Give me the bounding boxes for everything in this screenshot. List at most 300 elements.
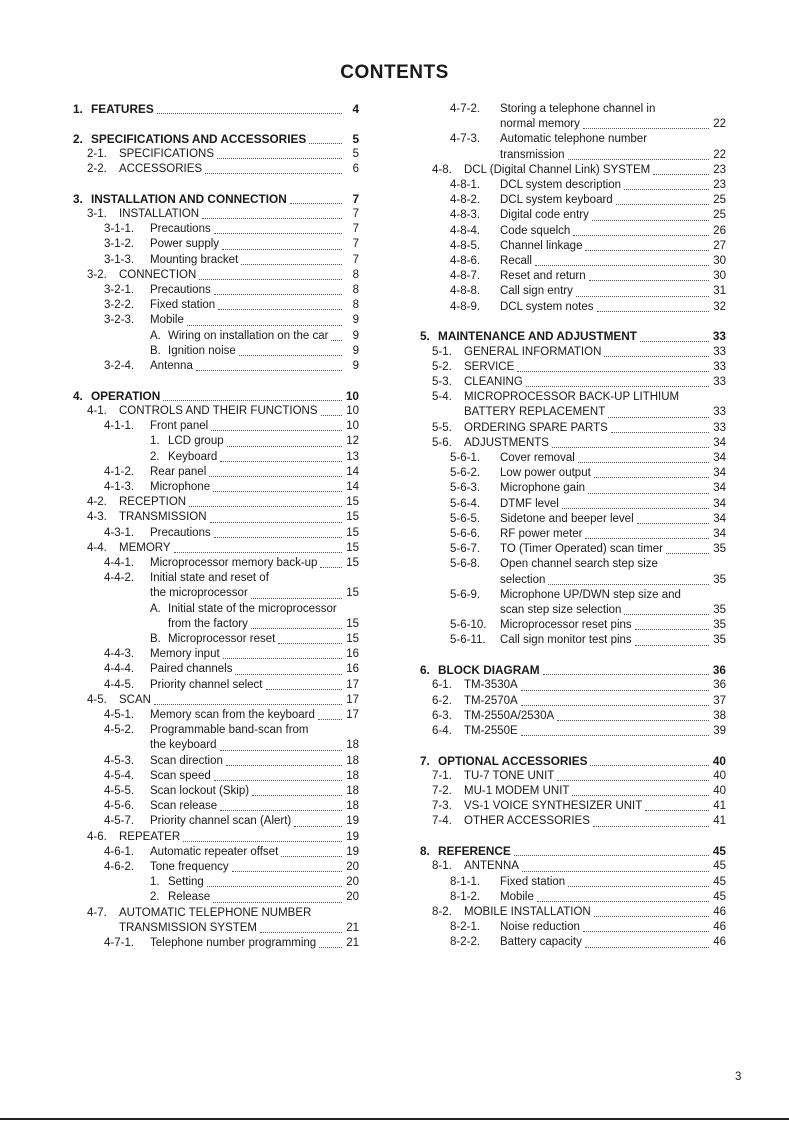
toc-entry-number: 4-8-3.	[450, 209, 481, 222]
toc-entry-page: 18	[346, 739, 359, 752]
toc-entry-page: 18	[346, 785, 359, 798]
toc-entry	[420, 239, 726, 254]
dot-leader	[653, 170, 709, 175]
toc-entry-title: Keyboard	[168, 450, 218, 463]
toc-entry-page: 33	[713, 406, 726, 419]
dot-leader	[640, 337, 709, 342]
dot-leader	[223, 654, 342, 659]
toc-entry-title: REFERENCE	[438, 844, 511, 859]
dot-leader	[220, 746, 343, 751]
dot-leader	[568, 155, 709, 160]
toc-entry-page: 33	[712, 329, 726, 344]
dot-leader	[241, 260, 342, 265]
toc-entry	[73, 647, 359, 662]
toc-entry	[420, 329, 726, 344]
toc-entry-page: 40	[712, 753, 726, 768]
toc-entry-title: Rear panel	[150, 465, 207, 478]
dot-leader	[217, 154, 342, 159]
dot-leader	[183, 837, 342, 842]
toc-entry-page: 14	[346, 480, 359, 493]
toc-entry	[73, 510, 359, 525]
toc-entry-title: Microprocessor reset	[168, 633, 276, 645]
dot-leader	[210, 518, 342, 523]
dot-leader	[521, 701, 709, 706]
toc-entry-number: 4-6.	[87, 830, 107, 843]
toc-entry-title: OTHER ACCESSORIES	[464, 815, 590, 828]
dot-leader	[209, 472, 342, 477]
toc-entry-title: MU-1 MODEM UNIT	[464, 785, 570, 798]
toc-entry-title: REPEATER	[119, 830, 181, 843]
toc-entry-number: 5-3.	[432, 375, 452, 388]
toc-entry	[420, 875, 726, 890]
toc-entry-number: 4-5.	[87, 693, 107, 706]
toc-entry-page: 26	[713, 224, 726, 237]
dot-leader	[235, 670, 342, 675]
toc-entry-page: 46	[713, 936, 726, 949]
toc-entry-number: 8-2.	[432, 905, 452, 918]
toc-entry	[73, 480, 359, 495]
toc-entry-page: 9	[352, 314, 359, 327]
toc-entry	[73, 419, 359, 434]
toc-entry-title: MICROPROCESSOR BACK-UP LITHIUM	[464, 391, 680, 404]
toc-entry	[420, 254, 726, 269]
toc-entry	[73, 434, 359, 449]
toc-entry	[420, 814, 726, 829]
toc-entry	[73, 693, 359, 708]
dot-leader	[588, 489, 709, 494]
toc-entry	[420, 633, 726, 648]
toc-entry-page: 15	[346, 556, 359, 569]
toc-entry-title: TM-2550A/2530A	[464, 709, 555, 722]
toc-entry-title: Storing a telephone channel in	[500, 103, 656, 115]
dot-leader	[252, 791, 342, 796]
toc-entry-title: Scan release	[150, 800, 218, 813]
dot-leader	[239, 351, 342, 356]
toc-entry-title: Antenna	[150, 360, 193, 373]
toc-entry-title: Ignition noise	[168, 344, 236, 357]
toc-entry-number: 4-1-3.	[104, 480, 135, 493]
toc-entry	[73, 192, 359, 207]
toc-entry	[73, 890, 359, 905]
toc-entry-title: Front panel	[150, 420, 209, 433]
toc-entry-title: DCL system description	[500, 179, 622, 192]
toc-entry	[420, 784, 726, 799]
dot-leader	[635, 641, 709, 646]
toc-entry-page: 17	[346, 678, 359, 691]
toc-entry-title: FEATURES	[91, 102, 154, 116]
toc-entry-number: 4-4-1.	[104, 556, 135, 569]
dot-leader	[205, 169, 342, 174]
dot-leader	[666, 549, 709, 554]
toc-entry	[73, 860, 359, 875]
toc-entry-page: 34	[713, 436, 726, 449]
toc-entry-number: 7-2.	[432, 785, 452, 798]
dot-leader	[594, 473, 709, 478]
toc-entry-page: 23	[713, 163, 726, 176]
toc-entry-page: 15	[346, 526, 359, 539]
toc-entry-page: 37	[713, 694, 726, 707]
toc-entry-number: 5-4.	[432, 391, 452, 404]
toc-entry-page: 10	[345, 388, 359, 403]
toc-entry-title: VS-1 VOICE SYNTHESIZER UNIT	[464, 800, 643, 813]
toc-entry	[420, 300, 726, 315]
toc-entry-title: Mounting bracket	[150, 253, 239, 266]
toc-entry	[420, 754, 726, 769]
toc-entry-number: 3-2.	[87, 268, 107, 281]
toc-entry	[73, 738, 359, 753]
toc-entry-title: the microprocessor	[150, 587, 248, 600]
toc-entry-page: 7	[352, 238, 359, 251]
toc-entry	[420, 678, 726, 693]
toc-entry-title: Channel linkage	[500, 239, 583, 252]
toc-entry	[73, 283, 359, 298]
toc-entry-title: Microphone gain	[500, 482, 586, 495]
toc-entry-title: MAINTENANCE AND ADJUSTMENT	[438, 329, 638, 344]
toc-entry-page: 6	[352, 163, 359, 176]
toc-entry-title: Sidetone and beeper level	[500, 512, 634, 525]
toc-entry	[73, 830, 359, 845]
toc-entry	[73, 814, 359, 829]
toc-entry	[73, 102, 359, 117]
toc-entry-number: 7.	[420, 753, 430, 768]
toc-entry-number: A.	[150, 329, 161, 342]
dot-leader	[552, 443, 709, 448]
toc-entry-title: ORDERING SPARE PARTS	[464, 421, 608, 434]
toc-entry	[420, 269, 726, 284]
toc-entry-title: Wiring on installation on the car	[168, 329, 329, 342]
toc-entry-page: 35	[713, 543, 726, 556]
toc-entry-number: 4-5-2.	[104, 724, 135, 737]
toc-entry-number: 3-2-3.	[104, 314, 135, 327]
toc-entry	[420, 451, 726, 466]
toc-entry-page: 45	[712, 844, 726, 859]
toc-entry-page: 34	[713, 527, 726, 540]
toc-entry-title: Priority channel select	[150, 678, 263, 691]
toc-entry-page: 34	[713, 482, 726, 495]
toc-entry-title: MOBILE INSTALLATION	[464, 905, 591, 918]
dot-leader	[220, 457, 342, 462]
dot-leader	[189, 502, 342, 507]
toc-entry	[420, 920, 726, 935]
toc-entry	[73, 222, 359, 237]
toc-entry-title: Scan speed	[150, 769, 211, 782]
toc-entry	[420, 148, 726, 163]
toc-entry	[73, 708, 359, 723]
dot-leader	[260, 928, 342, 933]
dot-leader	[543, 670, 709, 675]
toc-entry-title: Initial state and reset of	[150, 572, 269, 585]
toc-entry-page: 32	[713, 300, 726, 313]
toc-entry-page: 18	[346, 769, 359, 782]
toc-entry-number: 4-7-3.	[450, 133, 481, 146]
dot-leader	[535, 261, 709, 266]
toc-entry-page: 16	[346, 648, 359, 661]
toc-entry-number: 3-1-2.	[104, 238, 135, 251]
toc-entry	[73, 602, 359, 617]
toc-entry-page: 30	[713, 255, 726, 268]
toc-entry-number: B.	[150, 344, 161, 357]
dot-leader	[319, 943, 342, 948]
toc-entry	[420, 375, 726, 390]
dot-leader	[199, 275, 342, 280]
toc-entry-page: 34	[713, 451, 726, 464]
toc-entry-title: Tone frequency	[150, 861, 229, 874]
toc-entry	[73, 237, 359, 252]
toc-entry-title: selection	[500, 573, 546, 586]
toc-entry-number: 4-6-2.	[104, 861, 135, 874]
toc-entry-number: 5-2.	[432, 360, 452, 373]
page-title: CONTENTS	[340, 62, 449, 83]
toc-entry	[420, 345, 726, 360]
toc-entry-title: MEMORY	[119, 541, 171, 554]
toc-entry-page: 5	[352, 147, 359, 160]
toc-entry-title: DCL (Digital Channel Link) SYSTEM	[464, 163, 651, 176]
dot-leader	[163, 396, 342, 401]
dot-leader	[562, 504, 709, 509]
toc-entry-page: 33	[713, 421, 726, 434]
toc-entry	[73, 571, 359, 586]
toc-entry-number: 4-8-1.	[450, 179, 481, 192]
toc-entry-page: 15	[346, 633, 359, 645]
toc-entry-title: Fixed station	[150, 299, 216, 312]
toc-entry-page: 34	[713, 467, 726, 480]
toc-entry-page: 4	[352, 102, 359, 116]
toc-entry-title: Code squelch	[500, 224, 571, 237]
toc-entry-number: 4-8-9.	[450, 300, 481, 313]
toc-entry-page: 46	[713, 921, 726, 934]
toc-entry-title: Microprocessor reset pins	[500, 619, 632, 632]
toc-entry	[420, 890, 726, 905]
toc-entry-title: AUTOMATIC TELEPHONE NUMBER	[119, 906, 312, 919]
toc-entry-number: 4-1-2.	[104, 465, 135, 478]
toc-entry-title: Recall	[500, 255, 532, 268]
toc-entry-number: 5-5.	[432, 421, 452, 434]
toc-left-column	[73, 102, 359, 951]
dot-leader	[232, 867, 342, 872]
toc-entry-page: 13	[346, 450, 359, 463]
toc-entry-page: 15	[346, 496, 359, 509]
toc-entry	[420, 799, 726, 814]
toc-entry-title: Programmable band-scan from	[150, 724, 309, 737]
toc-entry-number: 5-6-5.	[450, 512, 481, 525]
dot-leader	[290, 199, 342, 204]
toc-entry	[420, 102, 726, 117]
toc-entry	[73, 313, 359, 328]
toc-entry-title: normal memory	[500, 118, 580, 131]
toc-entry-number: 8-2-2.	[450, 936, 481, 949]
toc-entry	[420, 859, 726, 874]
toc-entry-title: Noise reduction	[500, 921, 580, 934]
toc-entry-title: INSTALLATION AND CONNECTION	[91, 191, 287, 206]
toc-entry	[73, 298, 359, 313]
toc-entry	[420, 178, 726, 193]
toc-entry-number: 2-1.	[87, 147, 107, 160]
dot-leader	[202, 214, 342, 219]
dot-leader	[585, 246, 709, 251]
toc-entry-page: 9	[352, 360, 359, 373]
toc-entry	[420, 284, 726, 299]
toc-entry-number: 3-1.	[87, 208, 107, 221]
toc-entry-page: 5	[352, 131, 359, 146]
toc-entry-page: 9	[352, 329, 359, 342]
dot-leader	[590, 761, 709, 766]
dot-leader	[583, 124, 709, 129]
dot-leader	[294, 822, 342, 827]
toc-entry-number: 6-3.	[432, 709, 452, 722]
toc-entry	[420, 390, 726, 405]
toc-entry-page: 15	[346, 541, 359, 554]
toc-entry	[420, 542, 726, 557]
toc-entry-number: 4-8-2.	[450, 194, 481, 207]
dot-leader	[214, 533, 342, 538]
toc-entry-number: 4-8.	[432, 163, 452, 176]
toc-entry-page: 7	[352, 191, 359, 206]
toc-entry-title: Precautions	[150, 284, 211, 297]
toc-entry-number: 5-6-3.	[450, 482, 481, 495]
toc-entry-page: 30	[713, 270, 726, 283]
dot-leader	[251, 624, 342, 629]
toc-entry-page: 21	[346, 921, 359, 934]
toc-entry-number: 4-4.	[87, 541, 107, 554]
toc-entry	[420, 163, 726, 178]
toc-entry	[73, 389, 359, 404]
toc-entry-title: Initial state of the microprocessor	[168, 602, 337, 615]
toc-entry-title: Mobile	[150, 314, 184, 327]
toc-entry-number: 7-4.	[432, 815, 452, 828]
toc-entry	[73, 526, 359, 541]
toc-entry-number: 4-8-5.	[450, 239, 481, 252]
toc-entry-title: SPECIFICATIONS AND ACCESSORIES	[91, 131, 307, 146]
toc-entry-title: Reset and return	[500, 270, 586, 283]
toc-entry-page: 33	[713, 360, 726, 373]
toc-entry-number: 8-1.	[432, 860, 452, 873]
toc-entry	[73, 906, 359, 921]
dot-leader	[578, 458, 709, 463]
toc-entry-title: SERVICE	[464, 360, 515, 373]
toc-entry	[73, 268, 359, 283]
dot-leader	[521, 686, 709, 691]
toc-entry	[73, 769, 359, 784]
toc-entry-title: scan step size selection	[500, 604, 622, 616]
toc-entry-title: Digital code entry	[500, 209, 589, 222]
toc-entry-number: 4-5-5.	[104, 785, 135, 798]
toc-entry	[420, 603, 726, 618]
toc-entry-title: transmission	[500, 148, 565, 161]
toc-entry-number: 7-1.	[432, 769, 452, 782]
dot-leader	[226, 761, 342, 766]
toc-entry-number: 4-2.	[87, 496, 107, 509]
toc-entry-title: Priority channel scan (Alert)	[150, 815, 292, 828]
toc-entry-title: Microphone	[150, 480, 211, 493]
toc-entry-number: 6-1.	[432, 679, 452, 692]
dot-leader	[645, 806, 709, 811]
toc-entry	[73, 359, 359, 374]
toc-entry-page: 20	[346, 861, 359, 874]
dot-leader	[251, 594, 342, 599]
dot-leader	[321, 411, 343, 416]
toc-entry-number: 4-8-7.	[450, 270, 481, 283]
toc-entry	[420, 844, 726, 859]
toc-entry-page: 33	[713, 375, 726, 388]
dot-leader	[624, 185, 709, 190]
dot-leader	[318, 715, 342, 720]
toc-entry-title: OPTIONAL ACCESSORIES	[438, 753, 588, 768]
toc-entry	[73, 617, 359, 632]
toc-entry-number: 1.	[150, 435, 160, 448]
toc-entry	[73, 845, 359, 860]
toc-entry-page: 45	[713, 860, 726, 873]
dot-leader	[227, 442, 342, 447]
dot-leader	[572, 791, 709, 796]
toc-entry-title: Telephone number programming	[150, 937, 317, 950]
toc-entry-page: 15	[346, 587, 359, 600]
dot-leader	[214, 229, 342, 234]
toc-entry-page: 35	[713, 573, 726, 586]
dot-leader	[174, 548, 342, 553]
dot-leader	[585, 534, 709, 539]
dot-leader	[593, 822, 709, 827]
toc-entry-title: TRANSMISSION SYSTEM	[119, 921, 258, 934]
toc-entry-number: 4-8-6.	[450, 255, 481, 268]
toc-entry-page: 10	[346, 404, 359, 417]
toc-entry-page: 8	[352, 268, 359, 281]
toc-entry	[73, 162, 359, 177]
dot-leader	[568, 882, 709, 887]
toc-entry-number: A.	[150, 602, 161, 615]
toc-entry-page: 36	[712, 663, 726, 678]
toc-entry-page: 18	[346, 800, 359, 813]
toc-entry-number: 4-8-4.	[450, 224, 481, 237]
toc-entry-title: Low power output	[500, 467, 591, 480]
toc-entry-title: DTMF level	[500, 497, 559, 510]
dot-leader	[187, 321, 342, 326]
toc-entry	[73, 936, 359, 951]
toc-entry-page: 9	[352, 344, 359, 357]
toc-entry	[73, 329, 359, 344]
toc-entry-title: TU-7 TONE UNIT	[464, 769, 555, 782]
toc-entry-number: 5-6-9.	[450, 588, 481, 601]
toc-entry-title: from the factory	[168, 617, 248, 630]
toc-entry-page: 23	[713, 179, 726, 192]
toc-entry-number: 8-2-1.	[450, 921, 481, 934]
dot-leader	[637, 519, 709, 524]
toc-entry-number: 3-2-2.	[104, 299, 135, 312]
toc-entry-title: TM-3530A	[464, 679, 518, 692]
toc-entry-title: GENERAL INFORMATION	[464, 345, 602, 358]
toc-entry-page: 7	[352, 253, 359, 266]
dot-leader	[557, 716, 709, 721]
toc-entry-title: Call sign entry	[500, 285, 573, 298]
toc-entry-title: ACCESSORIES	[119, 163, 203, 176]
toc-entry	[73, 132, 359, 147]
toc-entry-number: 4-7-1.	[104, 937, 135, 950]
toc-entry	[420, 573, 726, 588]
toc-entry-page: 22	[713, 118, 726, 131]
toc-entry-number: 2-2.	[87, 163, 107, 176]
toc-entry-number: 5-6-11.	[450, 634, 486, 647]
toc-entry-title: RECEPTION	[119, 496, 187, 509]
toc-entry-number: 4-5-7.	[104, 815, 135, 828]
toc-entry-title: Automatic telephone number	[500, 133, 648, 146]
toc-entry	[73, 147, 359, 162]
toc-entry-title: CONTROLS AND THEIR FUNCTIONS	[119, 404, 318, 417]
dot-leader	[514, 851, 709, 856]
toc-entry-title: DCL system keyboard	[500, 194, 613, 207]
dot-leader	[635, 625, 709, 630]
dot-leader	[196, 366, 342, 371]
toc-entry-number: 3-2-4.	[104, 360, 135, 373]
toc-entry-number: 5-6-6.	[450, 527, 481, 540]
